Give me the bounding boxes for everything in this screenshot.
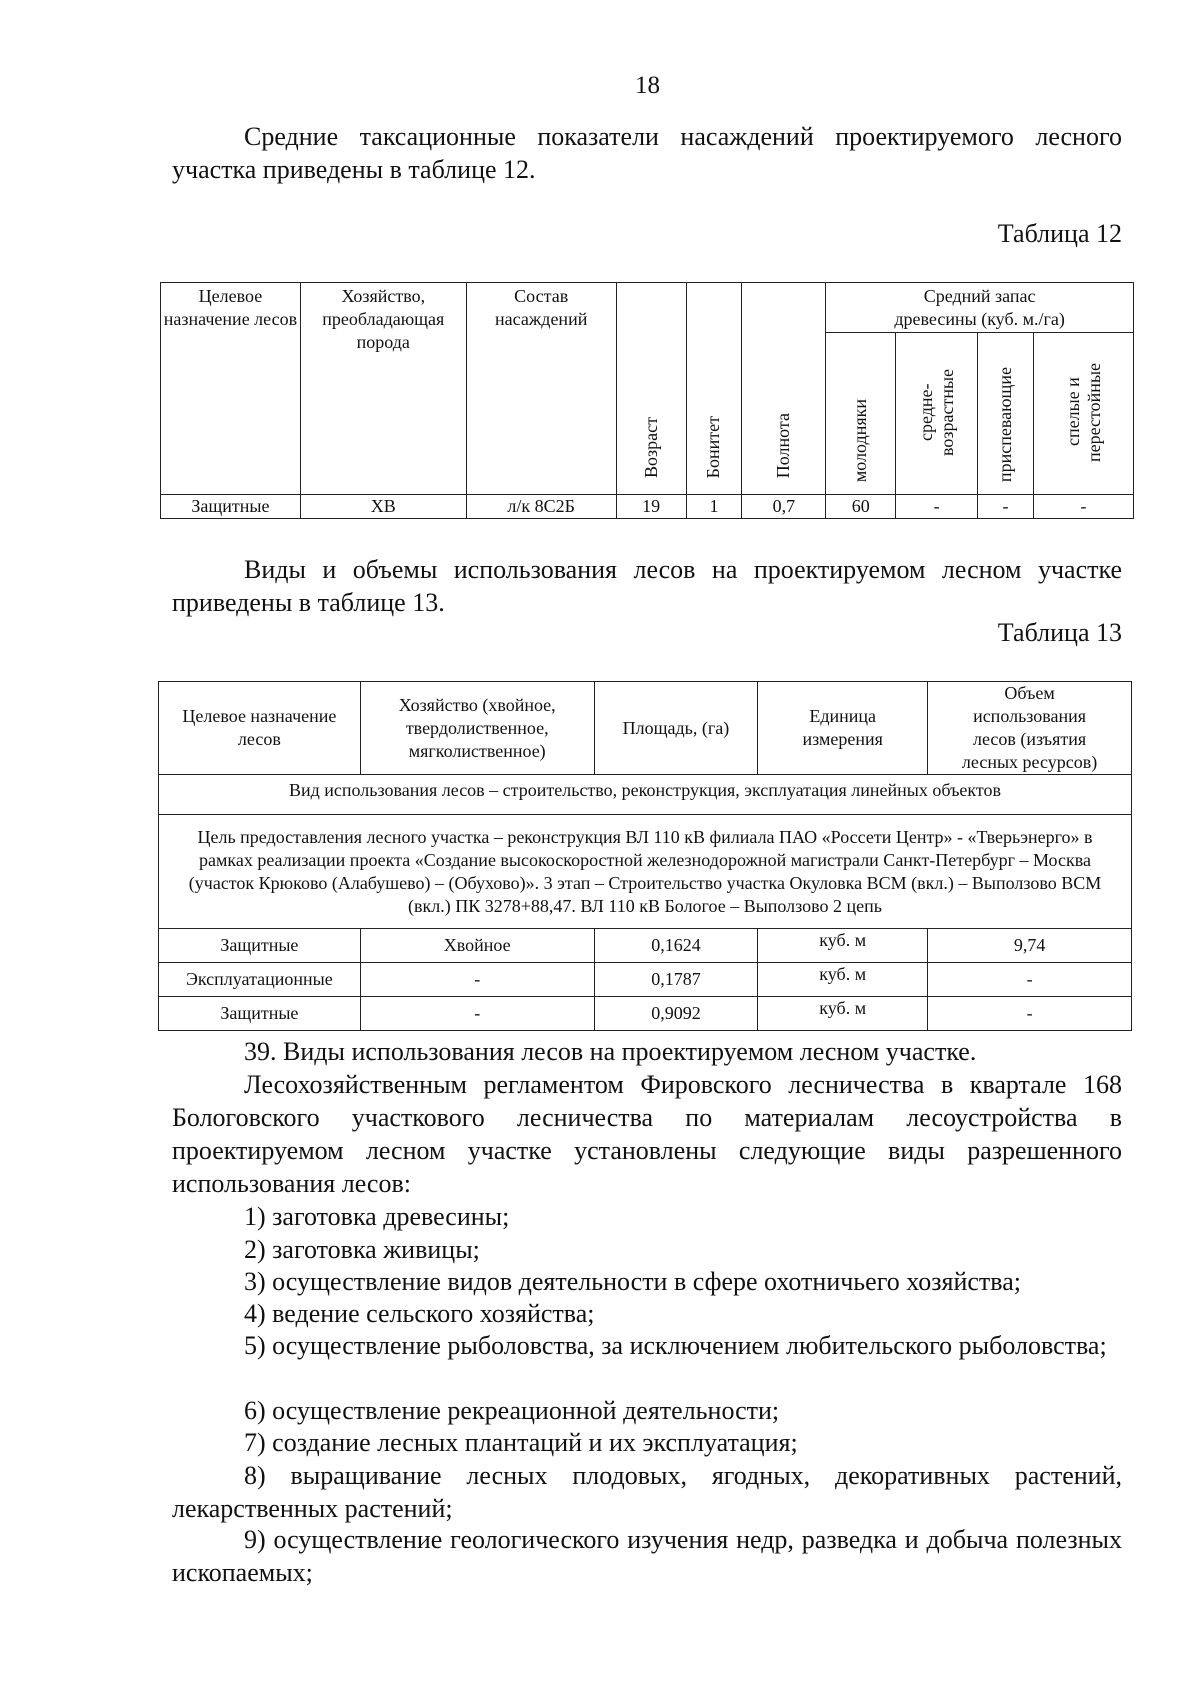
list-item-2: 2) заготовка живицы; xyxy=(244,1235,480,1264)
t12-header-ripening-label: приспевающие xyxy=(995,366,1016,482)
t12-header-bonitet-label: Бонитет xyxy=(703,415,724,478)
t12-header-density-label: Полнота xyxy=(773,412,794,478)
t12-cell-economy: ХВ xyxy=(300,495,466,519)
t13-row-2-economy: - xyxy=(360,963,594,997)
t12-header-age-label: Возраст xyxy=(640,417,661,478)
list-item-4: 4) ведение сельского хозяйства; xyxy=(244,1299,595,1328)
t12-header-bonitet xyxy=(686,283,742,495)
t12-header-middle-label: средне-возрастные xyxy=(915,368,957,456)
t12-header-mature xyxy=(1034,333,1134,495)
t13-row-3-volume: - xyxy=(928,997,1132,1031)
t13-row-2-area: 0,1787 xyxy=(594,963,758,997)
t12-header-middle xyxy=(896,333,978,495)
intro-table-13: Виды и объемы использования лесов на проектируемом лесном участке приведены в таблице 13. xyxy=(172,555,1122,617)
list-item-6: 6) осуществление рекреационной деятельности; xyxy=(244,1396,780,1425)
t13-header-purpose: Целевое назначение лесов xyxy=(159,682,361,775)
t13-header-unit: Единица измерения xyxy=(758,682,928,775)
t12-cell-composition: л/к 8С2Б xyxy=(466,495,616,519)
t12-header-ripening xyxy=(978,333,1034,495)
t13-header-area: Площадь, (га) xyxy=(594,682,758,775)
t13-row-3-unit: куб. м xyxy=(758,997,928,1031)
t13-row-2-purpose: Эксплуатационные xyxy=(159,963,361,997)
t12-header-young-label: молодняки xyxy=(850,398,871,482)
section-39-heading: 39. Виды использования лесов на проектируемом лесном участке. xyxy=(244,1037,977,1066)
t12-header-mature-label: спелые и перестойные xyxy=(1062,362,1104,462)
t13-use-type: Вид использования лесов – строительство, реконструкция, эксплуатация линейных объектов xyxy=(159,775,1132,815)
t12-header-young xyxy=(826,333,896,495)
t13-row-1-volume: 9,74 xyxy=(928,929,1132,963)
t12-cell-age: 19 xyxy=(616,495,686,519)
list-item-9: 9) осуществление геологического изучения недр, разведка и добыча полезных ископаемых; xyxy=(172,1525,1122,1587)
t13-header-economy: Хозяйство (хвойное, твердолиственное, мягколиственное) xyxy=(360,682,594,775)
t12-cell-mature: - xyxy=(1034,495,1134,519)
list-item-1: 1) заготовка древесины; xyxy=(244,1202,510,1231)
t13-row-3-area: 0,9092 xyxy=(594,997,758,1031)
t12-header-economy: Хозяйство, преобладающая порода xyxy=(300,283,466,495)
t12-cell-bonitet: 1 xyxy=(686,495,742,519)
t13-row-2-unit: куб. м xyxy=(758,963,928,997)
t13-header-volume: Объем использования лесов (изъятия лесных ресурсов) xyxy=(928,682,1132,775)
t13-goal: Цель предоставления лесного участка – реконструкция ВЛ 110 кВ филиала ПАО «Россети Центр» - «Тверьэнерго» в рамках реализации проекта «Создание высокоскоростной железнодорожной магистрали Санкт-Петербург – Москва (участок Крюково (Алабушево) – (Обухово)». 3 этап – Строительство участка Окуловка ВСМ (вкл.) – Выползово ВСМ (вкл.) ПК 3278+88,47. ВЛ 110 кВ Бологое – Выползово 2 цепь xyxy=(159,815,1132,929)
t13-row-1-area: 0,1624 xyxy=(594,929,758,963)
t12-header-composition: Состав насаждений xyxy=(466,283,616,495)
table-13 xyxy=(158,681,1132,1031)
t12-cell-young: 60 xyxy=(826,495,896,519)
t13-row-3-economy: - xyxy=(360,997,594,1031)
intro-table-12: Средние таксационные показатели насаждений проектируемого лесного участка приведены в таблице 12. xyxy=(172,122,1122,184)
t12-cell-purpose: Защитные xyxy=(161,495,301,519)
t12-header-density xyxy=(742,283,826,495)
t12-cell-middle: - xyxy=(896,495,978,519)
t13-row-3-purpose: Защитные xyxy=(159,997,361,1031)
list-item-3: 3) осуществление видов деятельности в сфере охотничьего хозяйства; xyxy=(244,1267,1021,1296)
t12-header-purpose: Целевое назначение лесов xyxy=(161,283,301,495)
table-12 xyxy=(160,282,1134,519)
page-number: 18 xyxy=(635,72,660,99)
t12-header-age xyxy=(616,283,686,495)
list-item-8: 8) выращивание лесных плодовых, ягодных, декоративных растений, лекарственных растений; xyxy=(172,1461,1122,1523)
t13-row-1-purpose: Защитные xyxy=(159,929,361,963)
table-13-caption: Таблица 13 xyxy=(997,618,1122,647)
table-12-caption: Таблица 12 xyxy=(997,219,1122,248)
t12-header-stock-group: Средний запас древесины (куб. м./га) xyxy=(826,283,1134,333)
t13-row-1-economy: Хвойное xyxy=(360,929,594,963)
t12-cell-density: 0,7 xyxy=(742,495,826,519)
section-39-text: Лесохозяйственным регламентом Фировского лесничества в квартале 168 Бологовского участкового лесничества по материалам лесоустройства в проектируемом лесном участке установлены следующие виды разрешенного использования лесов: xyxy=(172,1070,1122,1198)
t13-row-2-volume: - xyxy=(928,963,1132,997)
list-item-5: 5) осуществление рыболовства, за исключением любительского рыболовства; xyxy=(244,1331,1107,1360)
t12-cell-ripening: - xyxy=(978,495,1034,519)
t13-row-1-unit: куб. м xyxy=(758,929,928,963)
list-item-7: 7) создание лесных плантаций и их эксплуатация; xyxy=(244,1428,798,1457)
